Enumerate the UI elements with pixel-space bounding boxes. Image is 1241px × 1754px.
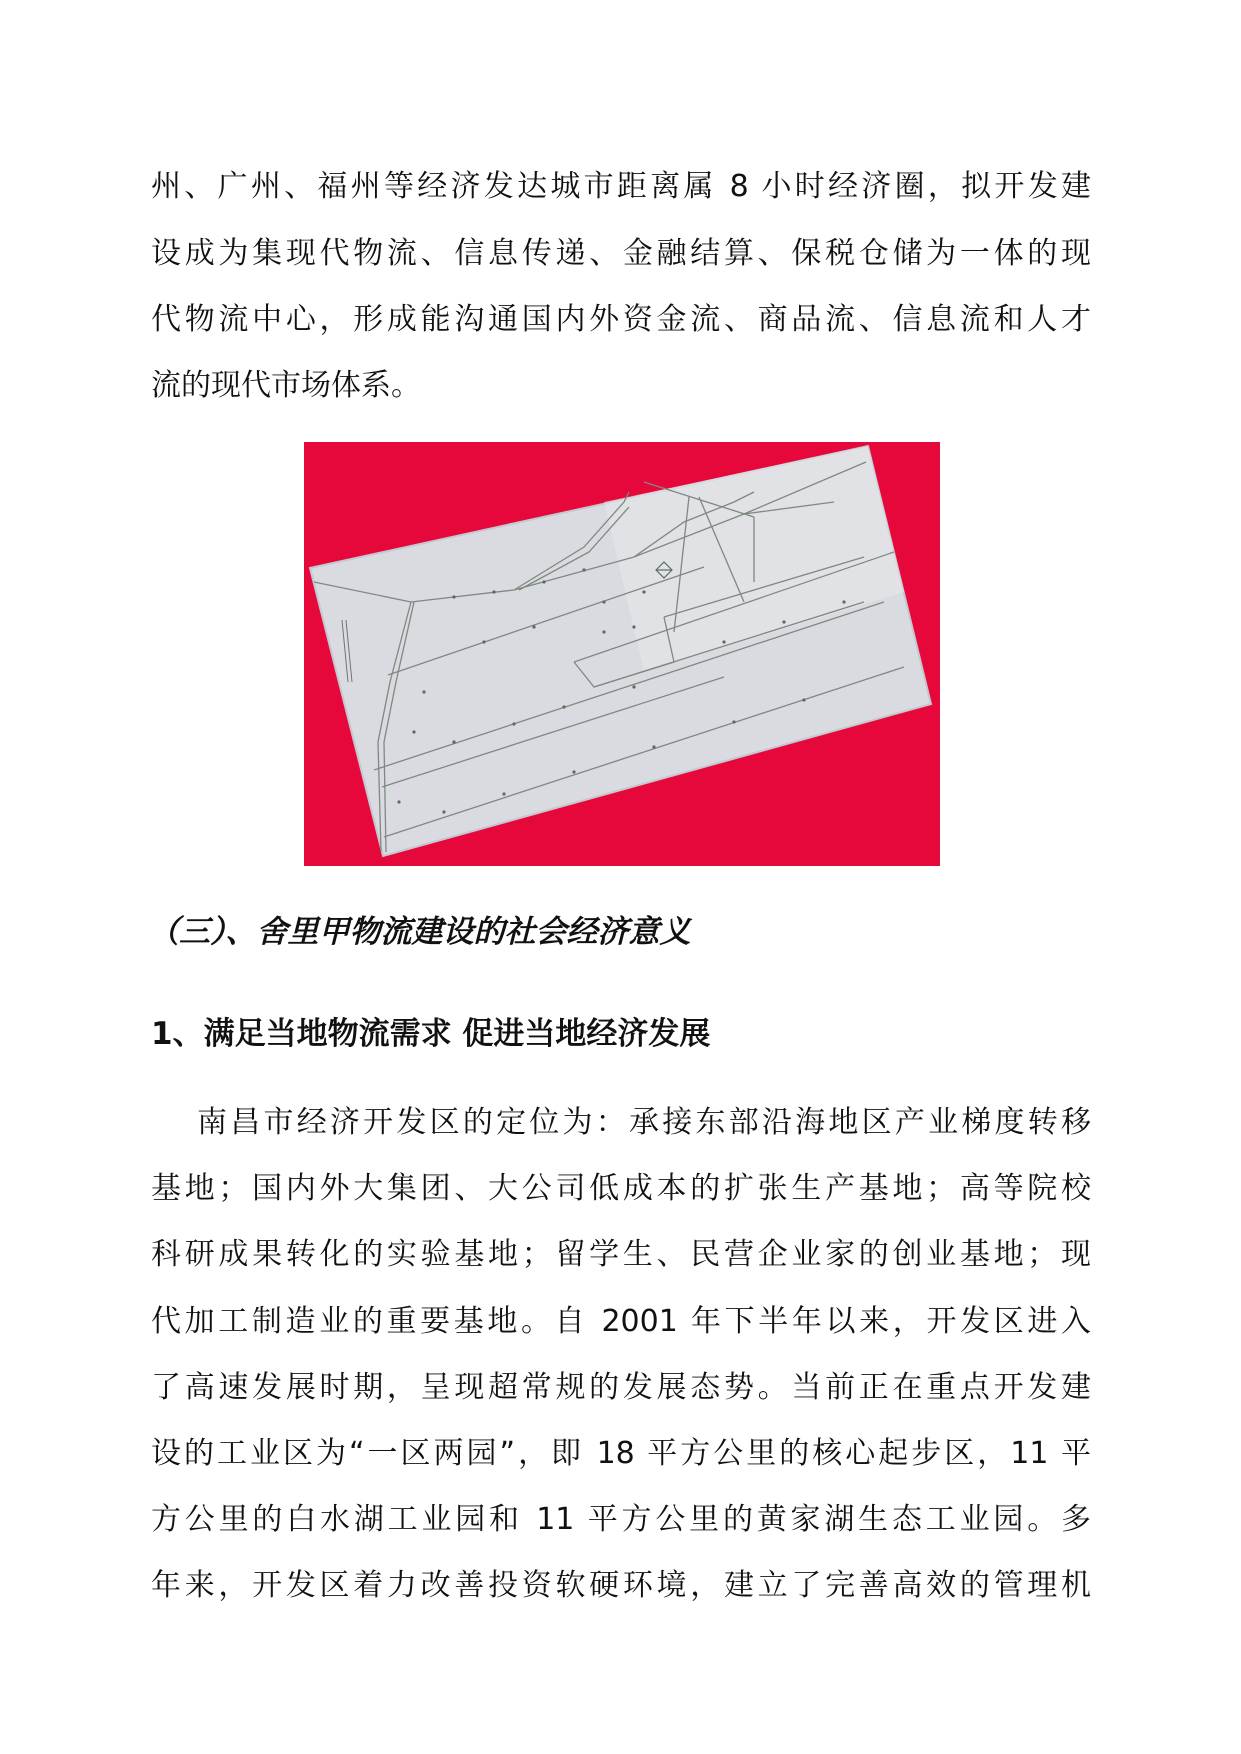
body-line-6: 设的工业区为“一区两园”，即 18 平方公里的核心起步区，11 平	[151, 1436, 1091, 1471]
body-line-8: 年来，开发区着力改善投资软硬环境，建立了完善高效的管理机	[151, 1568, 1091, 1603]
site-plan-photo	[304, 442, 940, 866]
body-line-3: 科研成果转化的实验基地；留学生、民营企业家的创业基地；现	[151, 1237, 1091, 1272]
intro-line-2: 设成为集现代物流、信息传递、金融结算、保税仓储为一体的现	[151, 236, 1091, 271]
body-line-5: 了高速发展时期，呈现超常规的发展态势。当前正在重点开发建	[151, 1370, 1091, 1405]
intro-line-4: 流的现代市场体系。	[151, 368, 421, 403]
body-line-4: 代加工制造业的重要基地。自 2001 年下半年以来，开发区进入	[151, 1304, 1091, 1339]
site-plan-drawing	[304, 442, 940, 866]
body-line-1: 南昌市经济开发区的定位为：承接东部沿海地区产业梯度转移	[197, 1105, 1091, 1140]
body-line-2: 基地；国内外大集团、大公司低成本的扩张生产基地；高等院校	[151, 1171, 1091, 1206]
intro-line-3: 代物流中心，形成能沟通国内外资金流、商品流、信息流和人才	[151, 302, 1091, 337]
section-heading: （三）、舍里甲物流建设的社会经济意义	[148, 914, 691, 950]
subheading: 1、满足当地物流需求 促进当地经济发展	[151, 1016, 711, 1052]
intro-line-1: 州、广州、福州等经济发达城市距离属 8 小时经济圈，拟开发建	[151, 169, 1091, 204]
body-line-7: 方公里的白水湖工业园和 11 平方公里的黄家湖生态工业园。多	[151, 1502, 1091, 1537]
